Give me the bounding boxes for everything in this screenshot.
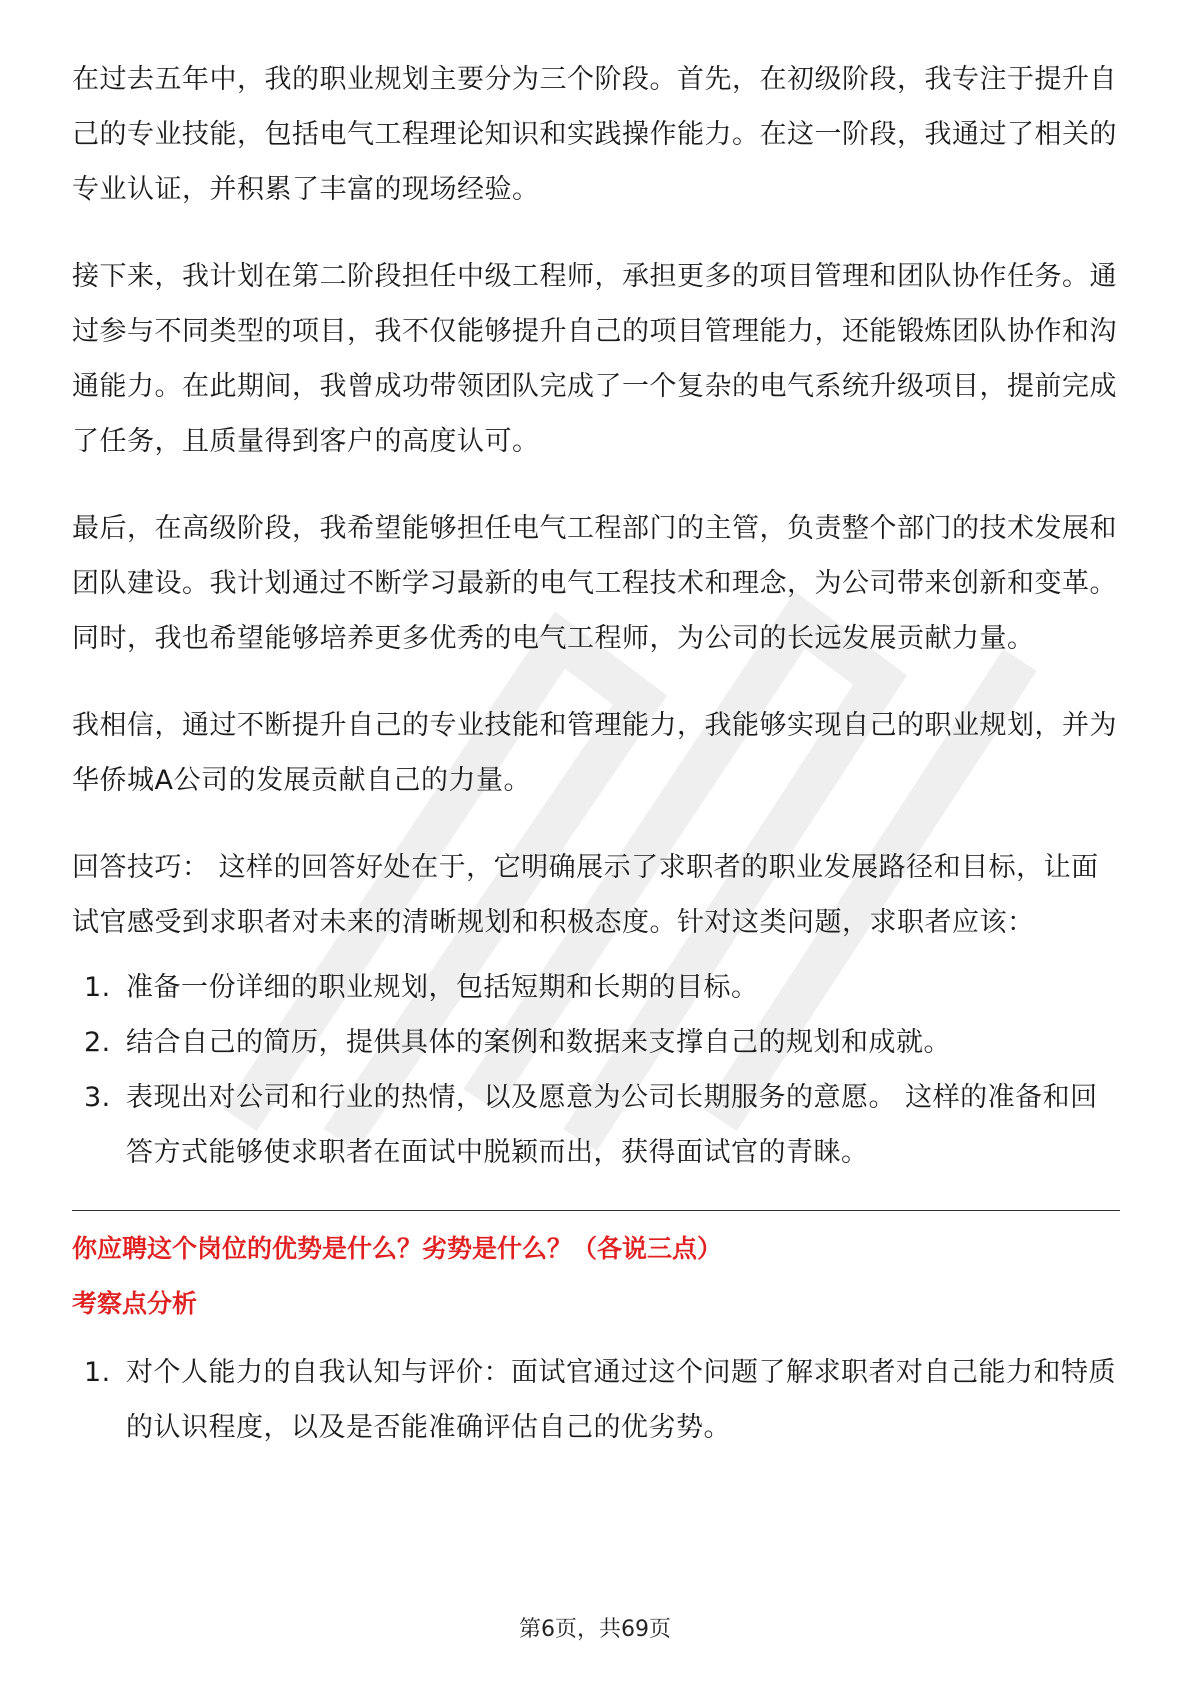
question-title: 你应聘这个岗位的优势是什么？劣势是什么？（各说三点） [72, 1234, 723, 1263]
paragraph-stage-two: 接下来，我计划在第二阶段担任中级工程师，承担更多的项目管理和团队协作任务。通过参与不同类型的项目，我不仅能够提升自己的项目管理能力，还能锻炼团队协作和沟通能力。在此期间，我曾成功带领团队完成了一个复杂的电气系统升级项目，提前完成了任务，且质量得到客户的高度认可。 [72, 261, 1117, 457]
page-number-footer: 第6页，共69页 [519, 1617, 671, 1642]
list-item [72, 1345, 1120, 1455]
analysis-list [72, 1345, 1120, 1455]
paragraph-stage-three: 最后，在高级阶段，我希望能够担任电气工程部门的主管，负责整个部门的技术发展和团队建设。我计划通过不断学习最新的电气工程技术和理念，为公司带来创新和变革。同时，我也希望能够培养更多优秀的电气工程师，为公司的长远发展贡献力量。 [72, 513, 1117, 654]
document-page [72, 52, 1120, 1455]
paragraph-conclusion: 我相信，通过不断提升自己的专业技能和管理能力，我能够实现自己的职业规划，并为华侨城A公司的发展贡献自己的力量。 [72, 710, 1117, 796]
list-item [72, 960, 1120, 1015]
list-number: 2. [84, 1027, 111, 1058]
list-number: 1. [84, 972, 111, 1003]
section-divider [72, 1210, 1120, 1211]
paragraph-stage-one: 在过去五年中，我的职业规划主要分为三个阶段。首先，在初级阶段，我专注于提升自己的专业技能，包括电气工程理论知识和实践操作能力。在这一阶段，我通过了相关的专业认证，并积累了丰富的现场经验。 [72, 64, 1117, 205]
list-text: 表现出对公司和行业的热情，以及愿意为公司长期服务的意愿。 这样的准备和回答方式能够使求职者在面试中脱颖而出，获得面试官的青睐。 [126, 1082, 1098, 1168]
list-text: 结合自己的简历，提供具体的案例和数据来支撑自己的规划和成就。 [126, 1027, 951, 1058]
list-item [72, 1015, 1120, 1070]
answer-tips: 回答技巧： 这样的回答好处在于，它明确展示了求职者的职业发展路径和目标，让面试官感受到求职者对未来的清晰规划和积极态度。针对这类问题，求职者应该： [72, 852, 1099, 938]
list-item [72, 1070, 1120, 1180]
list-number: 1. [84, 1357, 111, 1388]
list-text: 对个人能力的自我认知与评价：面试官通过这个问题了解求职者对自己能力和特质的认识程度，以及是否能准确评估自己的优劣势。 [126, 1357, 1116, 1443]
list-number: 3. [84, 1082, 111, 1113]
tips-list [72, 960, 1120, 1180]
list-text: 准备一份详细的职业规划，包括短期和长期的目标。 [126, 972, 759, 1003]
analysis-subtitle: 考察点分析 [72, 1289, 198, 1318]
